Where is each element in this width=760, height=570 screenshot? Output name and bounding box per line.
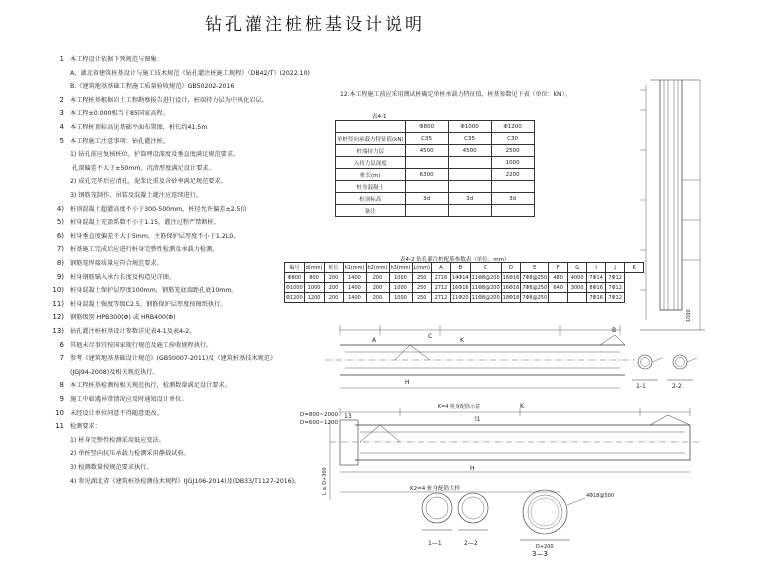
table1-cell — [491, 181, 534, 193]
table2-cell: 3000 — [568, 283, 587, 293]
note-text: 桩身混凝土保护层厚度100mm，钢筋笼底端距孔底10mm。 — [70, 287, 238, 295]
table2-cell: 1400 — [343, 273, 366, 283]
table2-cell: 7Φ14 — [587, 273, 606, 283]
table2-header: K — [625, 263, 644, 273]
note-number: 4 — [59, 123, 64, 131]
table2-header: 桩长 — [324, 263, 343, 273]
note-line — [42, 450, 190, 457]
note-line — [42, 287, 238, 294]
note-text: 本工程±0.000相当于85国家高程。 — [70, 110, 169, 118]
table1-cell: 桩身混凝土 — [336, 181, 406, 193]
note-line — [42, 437, 165, 444]
table1-cell — [448, 169, 491, 181]
table2-header: h1(mm) — [344, 264, 365, 271]
note-line — [42, 165, 215, 172]
note-text: 1) 钻孔前应复核桩位，护筒埋设深度及垂直度满足规范要求。 — [70, 151, 240, 159]
note-text: 钢筋级别 HPB300(Φ) 或 HRB400(Φ) — [70, 314, 176, 322]
table1 — [335, 120, 535, 217]
note-text: 桩身钢筋锚入承台长度及构造见详图。 — [70, 273, 176, 281]
label-h-bottom: H — [470, 465, 475, 472]
table2-cell: 480 — [549, 273, 568, 283]
table1-cell: 单桩竖向承载力特征值(kN) — [336, 133, 406, 145]
table2-cell: 2712 — [431, 293, 450, 303]
table1-cell: 3d — [405, 193, 448, 205]
note-line — [42, 97, 268, 104]
note-line — [42, 206, 247, 213]
note-line — [42, 369, 159, 376]
table2-cell: 1000 — [304, 283, 324, 293]
table2-cell: 1000 — [389, 273, 412, 283]
note-text: 4) 参见湖北省《建筑桩基检测技术规程》(JGJ106-2014)及(DB33/T1127-2016)。 — [70, 477, 301, 485]
dim-d2: D=600~1200 — [300, 420, 338, 426]
table2-header: d(mm) — [305, 264, 323, 271]
pile-elevation-top — [325, 325, 635, 388]
note-line — [42, 124, 207, 131]
table2-cell: 11Φ8@200 — [471, 294, 500, 301]
table1-header: Φ800 — [405, 121, 448, 133]
table2-cell: 11Φ20 — [451, 294, 469, 301]
label-c: C — [428, 333, 433, 340]
table2-cell: 1000 — [389, 293, 412, 303]
note-line — [42, 110, 169, 117]
note-line — [42, 260, 163, 267]
table2-header: J — [606, 263, 625, 273]
note-line — [42, 233, 239, 240]
table2-cell: 11Φ8@200 — [471, 274, 500, 281]
note-text: 孔深偏差不大于±50mm，沉渣厚度满足设计要求。 — [70, 164, 215, 172]
note-line — [42, 138, 169, 145]
table1-cell — [405, 205, 448, 217]
note-number: 3 — [59, 109, 64, 118]
label-k-bottom: K — [520, 403, 524, 410]
note-number: 11) — [52, 299, 64, 308]
table2-cell: 200 — [366, 273, 389, 283]
table1-cell: 1000 — [491, 157, 534, 169]
label-b: B — [612, 327, 617, 334]
note-12: 12.本工程施工前应采用测试桩确定单桩承载力特征值，桩基参数见下表（单位：kN）。 — [340, 91, 571, 98]
table2 — [284, 262, 644, 303]
note-number: 13) — [52, 327, 64, 335]
note-text: 本工程桩顶标高见基础平面布置图，桩长约41.5m — [70, 124, 208, 131]
note-number: 6 — [59, 340, 64, 349]
table2-cell — [549, 293, 568, 303]
note-text: 本工程施工注意事项：钻孔灌注桩。 — [70, 137, 169, 145]
table1-cell: C35 — [405, 133, 448, 145]
table2-cell: 200 — [324, 283, 343, 293]
note-line — [42, 396, 188, 403]
table2-cell: 1400 — [343, 293, 366, 303]
note-text: 其他未尽事宜按国家现行规范及施工验收规程执行。 — [70, 341, 213, 349]
table2-cell — [568, 293, 587, 303]
note-text: 桩身混凝土充盈系数不小于1.15，灌注过程严禁断桩。 — [70, 219, 220, 227]
note-line — [42, 382, 231, 389]
note-text: 桩基施工完成后应进行桩身完整性检测及承载力检测。 — [70, 246, 219, 254]
table2-header: 编号 — [285, 263, 305, 273]
pile-elevation-bottom — [330, 408, 700, 500]
note-line — [42, 192, 202, 199]
table2-cell: 7Φ12 — [606, 293, 625, 303]
section3-rebar-label: 4Φ18@500 — [586, 493, 615, 499]
table2-header: L(mm) — [413, 264, 430, 271]
table1-cell: 4500 — [405, 145, 448, 157]
table1-cell — [405, 181, 448, 193]
section-3-3-bottom — [520, 490, 585, 540]
table2-cell: 200 — [324, 273, 343, 283]
note-line — [42, 328, 195, 335]
note-number: 7 — [59, 354, 64, 363]
note-text: 本工程桩基根据岩土工程勘察报告进行设计，桩端持力层为中风化岩层。 — [70, 96, 268, 104]
note-number: 11 — [55, 422, 64, 431]
note-text: B.《建筑地基基础工程施工质量验收规范》GB50202-2016 — [70, 83, 235, 91]
note-text: 钻孔灌注桩桩基设计参数详见表4-1及表4-2。 — [70, 328, 196, 335]
table1-cell: 桩端持力层 — [336, 145, 406, 157]
note-text: 本工程设计依据下列规范与图集： — [70, 56, 163, 63]
note-number: 2 — [59, 95, 64, 104]
table2-cell: Φ1000 — [286, 284, 303, 291]
bottom-caption-2: K2=4 桩身配筋大样 — [410, 486, 460, 492]
note-line — [42, 355, 276, 362]
table1-cell — [491, 205, 534, 217]
note-line — [42, 464, 153, 471]
note-number: 10 — [55, 408, 64, 417]
table1-cell: 入持力层深度 — [336, 157, 406, 169]
table2-header: h2(mm) — [367, 264, 388, 271]
note-number: 4) — [56, 204, 64, 213]
table2-cell: 14Φ14 — [451, 274, 469, 281]
note-number: 8) — [56, 259, 64, 267]
section-label-3-3-bottom: 3—3 — [532, 550, 548, 558]
table1-cell: 4500 — [448, 145, 491, 157]
table2-cell: 16Φ16 — [451, 284, 469, 291]
note-text: A、湖北省建筑桩基设计与施工技术规范《钻孔灌注桩施工规程》（DB42/T）(2022.10) — [70, 69, 310, 77]
section-2-2-bottom — [458, 493, 488, 530]
table2-cell: 11Φ8@200 — [471, 284, 500, 291]
table2-cell: 250 — [412, 293, 431, 303]
table2-cell: 250 — [412, 283, 431, 293]
table1-cell: 备注 — [336, 205, 406, 217]
table2-cell: 7Φ12 — [606, 283, 625, 293]
table2-cell: 16Φ16 — [502, 284, 520, 291]
table2-cell: 7Φ8@250 — [522, 284, 548, 291]
note-number: 9) — [56, 272, 64, 281]
note-number: 10) — [52, 286, 64, 295]
note-number: 12) — [52, 313, 64, 322]
label-l1: l1 — [475, 416, 481, 423]
section-label-2-2: 2-2 — [672, 383, 682, 390]
table2-cell: 2712 — [431, 283, 450, 293]
note-line — [42, 314, 176, 321]
bottom-caption: K=4 桩身配筋示意 — [437, 404, 480, 410]
note-text: 施工中如遇异常情况应及时通知设计单位。 — [70, 396, 188, 403]
table2-cell: 2716 — [431, 273, 450, 283]
note-line — [42, 246, 219, 253]
note-line — [42, 70, 310, 77]
note-line — [42, 83, 234, 90]
note-line — [42, 219, 220, 226]
note-number: 6) — [56, 231, 64, 240]
right-dim-label: 1000 — [686, 309, 692, 322]
section-2-2-top — [667, 355, 697, 380]
table2-header: h3(mm) — [390, 264, 411, 271]
note-text: 参考《建筑地基基础设计规范》(GB50007-2011)及《建筑桩基技术规范》 — [70, 355, 277, 363]
table2-cell: 1200 — [304, 293, 324, 303]
note-number: 1 — [59, 55, 64, 63]
note-number: 9 — [59, 395, 64, 403]
label-a: A — [372, 337, 377, 344]
table2-header: I — [587, 263, 606, 273]
section-1-1-top — [632, 355, 662, 380]
note-number: 5) — [56, 218, 64, 227]
note-number: 5 — [59, 136, 64, 145]
section3-dim: D+200 — [536, 544, 554, 550]
table1-cell: C30 — [491, 133, 534, 145]
table2-cell: 7Φ16 — [587, 293, 606, 303]
table1-cell: 2200 — [491, 169, 534, 181]
note-text: 未经设计单位同意不得随意更改。 — [70, 409, 163, 417]
note-line — [42, 423, 101, 430]
table1-caption: 表4-1 — [372, 114, 387, 120]
table2-cell: 200 — [366, 283, 389, 293]
note-text: 桩身垂直度偏差不大于5mm，主筋保护层厚度不小于1.2L0。 — [70, 232, 240, 240]
note-line — [42, 151, 239, 158]
section-label-1-1: 1-1 — [636, 383, 646, 390]
table2-cell: 18Φ18 — [502, 294, 520, 301]
table1-header: Φ1200 — [491, 121, 534, 133]
table2-cell: 4000 — [568, 273, 587, 283]
table2-cell: 8Φ16 — [587, 283, 606, 293]
table2-cell: 800 — [304, 273, 324, 283]
table1-cell: 3d — [491, 193, 534, 205]
note-text: 1) 桩身完整性检测采用低应变法。 — [70, 436, 165, 444]
table1-cell — [448, 157, 491, 169]
note-text: 桩身混凝土强度等级C2.5，钢筋保护层厚度按图纸执行。 — [70, 300, 227, 308]
note-line — [42, 478, 300, 485]
table2-cell: 640 — [549, 283, 568, 293]
label-k: K — [460, 337, 464, 344]
note-line — [42, 342, 212, 349]
table2-header: D — [501, 263, 521, 273]
table1-cell: 桩长(m) — [336, 169, 406, 181]
table1-header: Φ1000 — [448, 121, 491, 133]
table2-cell: 16Φ16 — [502, 274, 520, 281]
note-text: (JGJ94-2008)及相关规范执行。 — [70, 368, 159, 376]
note-text: 检测要求： — [70, 423, 101, 431]
table2-cell: Φ800 — [285, 273, 305, 283]
label-13: 13 — [344, 413, 352, 420]
table2-header: C — [470, 263, 501, 273]
table1-cell: 桩顶标高 — [336, 193, 406, 205]
dim-left: L ≥ D+300 — [322, 467, 328, 495]
section-label-2-2-bottom: 2—2 — [464, 540, 478, 547]
section-label-1-1-bottom: 1—1 — [428, 540, 442, 547]
section-1-1-bottom — [422, 493, 452, 530]
note-text: 2) 成孔完毕后应清孔，泥浆比重及含砂率满足规范要求。 — [70, 178, 227, 186]
table2-cell: 7Φ12 — [606, 273, 625, 283]
dim-d1: D=800~2000 — [300, 412, 338, 418]
table1-cell: 2500 — [491, 145, 534, 157]
note-line — [42, 410, 163, 417]
table1-cell: C35 — [448, 133, 491, 145]
table2-header: E — [521, 263, 549, 273]
table2-cell: 250 — [412, 273, 431, 283]
page-title: 钻孔灌注桩桩基设计说明 — [205, 15, 425, 35]
table2-cell: 200 — [324, 293, 343, 303]
table1-cell — [405, 157, 448, 169]
note-text: 钢筋笼焊接质量应符合规范要求。 — [70, 260, 163, 267]
table1-header — [336, 121, 406, 133]
table1-cell: 6300 — [405, 169, 448, 181]
note-number: 8 — [59, 381, 64, 390]
table2-cell: 7Φ8@250 — [522, 294, 548, 301]
table2-cell: 1400 — [343, 283, 366, 293]
table2-cell: 1000 — [389, 283, 412, 293]
note-line — [42, 178, 227, 185]
note-line — [42, 56, 163, 63]
table2-header: A — [431, 263, 450, 273]
note-line — [42, 274, 175, 281]
note-text: 3) 检测数量按规范要求执行。 — [70, 464, 153, 471]
table1-cell: 3d — [448, 193, 491, 205]
note-line — [42, 301, 226, 308]
table2-header: F — [549, 263, 568, 273]
table2-cell: Φ1200 — [286, 294, 303, 301]
table1-cell — [448, 181, 491, 193]
note-number: 7) — [56, 245, 64, 254]
pile-elevation-right — [640, 80, 705, 330]
table2-cell: 200 — [366, 293, 389, 303]
table1-cell — [448, 205, 491, 217]
note-text: 本工程桩基检测按相关规范执行，检测数量满足设计要求。 — [70, 382, 231, 390]
note-text: 2) 单桩竖向抗压承载力检测采用静载试验。 — [70, 450, 190, 458]
label-h: H — [405, 379, 410, 386]
table2-header: G — [568, 263, 587, 273]
note-text: 3) 钢筋笼制作、吊装及混凝土灌注应连续进行。 — [70, 192, 203, 199]
table2-cell: 7Φ8@250 — [522, 274, 548, 281]
note-text: 桩顶混凝土超灌高度不小于300-500mm，桩径允许偏差±2.5倍 — [70, 205, 247, 213]
table2-caption: 表4-2 钻孔灌注桩配筋参数表（单位：mm） — [400, 257, 510, 263]
table2-header: B — [450, 263, 470, 273]
